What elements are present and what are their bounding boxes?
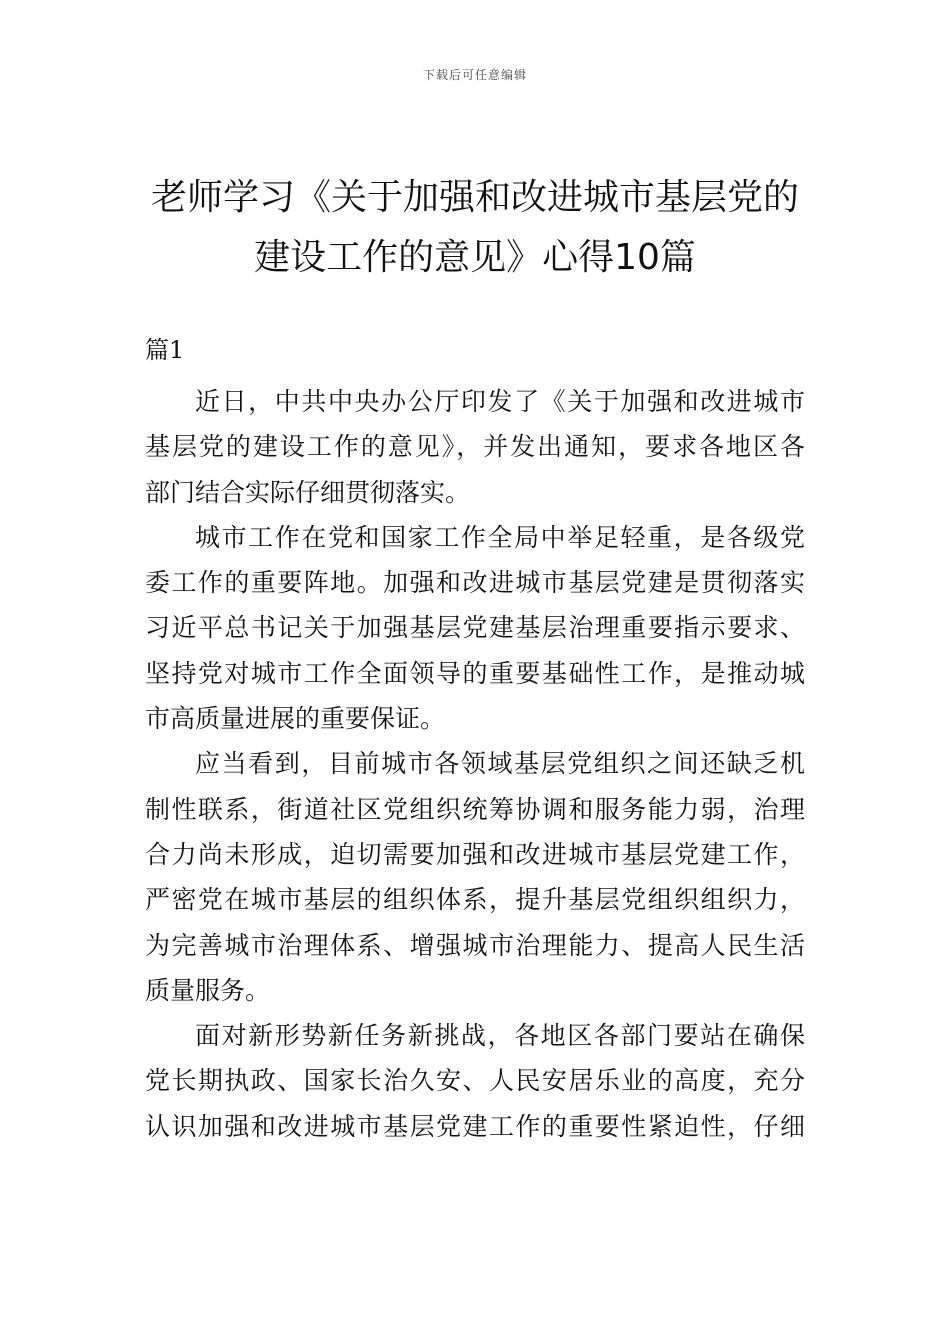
header-note: 下载后可任意编辑 bbox=[422, 68, 527, 82]
text-line: 严密党在城市基层的组织体系，提升基层党组织组织力， bbox=[145, 885, 805, 915]
text-line: 委工作的重要阵地。加强和改进城市基层党建是贯彻落实 bbox=[145, 568, 805, 598]
text-line: 坚持党对城市工作全面领导的重要基础性工作，是推动城 bbox=[145, 658, 805, 688]
document-body bbox=[145, 379, 805, 1149]
text-line: 习近平总书记关于加强基层党建基层治理重要指示要求、 bbox=[145, 613, 805, 643]
text-line: 为完善城市治理体系、增强城市治理能力、提高人民生活 bbox=[145, 930, 805, 960]
paragraph bbox=[145, 379, 805, 515]
text-line: 质量服务。 bbox=[145, 975, 271, 1005]
text-line: 认识加强和改进城市基层党建工作的重要性紧迫性，仔细 bbox=[145, 1111, 805, 1141]
text-line: 面对新形势新任务新挑战，各地区各部门要站在确保 bbox=[195, 1021, 805, 1051]
title-line: 建设工作的意见》心得10篇 bbox=[254, 237, 696, 278]
text-line: 部门结合实际仔细贯彻落实。 bbox=[145, 477, 471, 507]
text-line: 党长期执政、国家长治久安、人民安居乐业的高度，充分 bbox=[145, 1066, 805, 1096]
title-line: 老师学习《关于加强和改进城市基层党的 bbox=[150, 177, 799, 218]
text-line: 基层党的建设工作的意见》，并发出通知，要求各地区各 bbox=[145, 432, 805, 462]
text-line: 城市工作在党和国家工作全局中举足轻重，是各级党 bbox=[195, 522, 805, 552]
paragraph bbox=[145, 741, 805, 1013]
paragraph bbox=[145, 515, 805, 741]
text-line: 市高质量进展的重要保证。 bbox=[145, 704, 446, 734]
document-title bbox=[100, 168, 850, 288]
text-line: 近日，中共中央办公厅印发了《关于加强和改进城市 bbox=[195, 387, 805, 416]
text-line: 应当看到，目前城市各领域基层党组织之间还缺乏机 bbox=[195, 749, 805, 779]
text-line: 制性联系，街道社区党组织统筹协调和服务能力弱，治理 bbox=[145, 794, 805, 824]
text-line: 合力尚未形成，迫切需要加强和改进城市基层党建工作， bbox=[145, 839, 805, 869]
section-label: 篇1 bbox=[145, 336, 185, 364]
paragraph bbox=[145, 1013, 805, 1149]
